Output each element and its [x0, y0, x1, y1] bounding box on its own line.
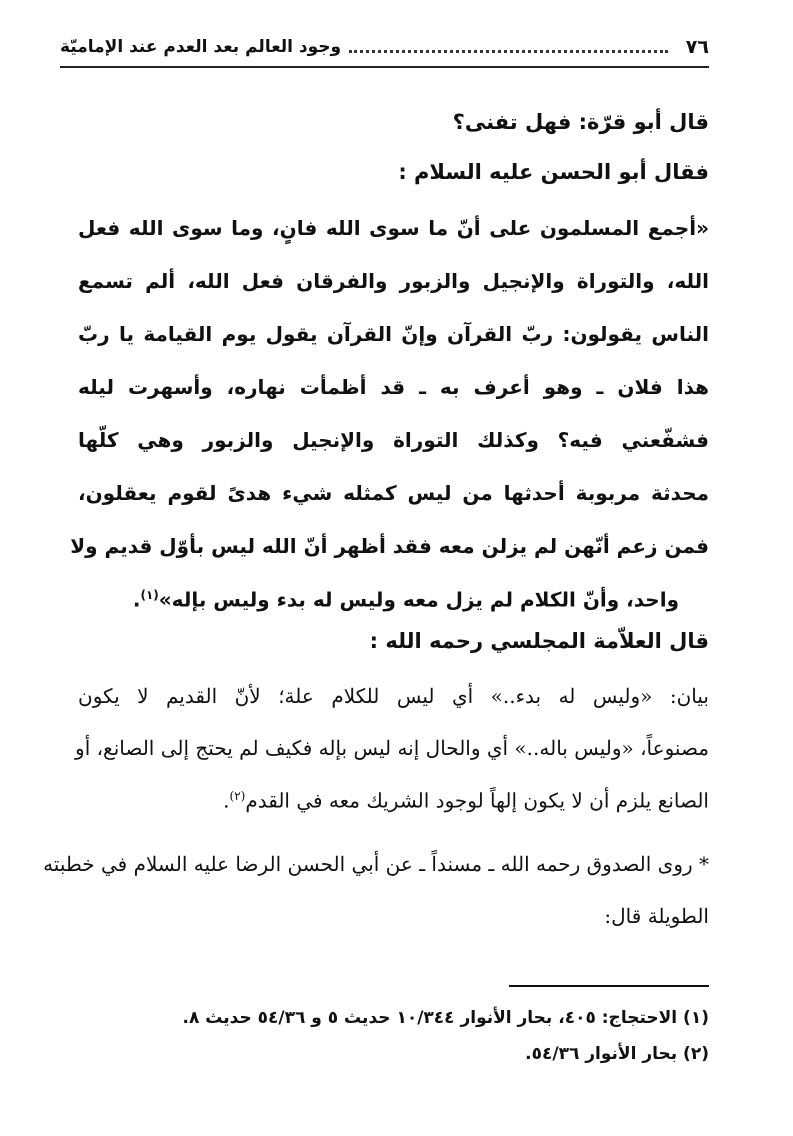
- quote-line-8-text: واحد، وأنّ الكلام لم يزل معه وليس له بدء وليس بإله»: [158, 587, 679, 612]
- quote-line-5: فشفّعني فيه؟ وكذلك التوراة والإنجيل والزبور وهي كلّها: [78, 428, 709, 452]
- bayan-line-3-text: الصانع يلزم أن لا يكون إلهاً لوجود الشريك معه في القدم: [245, 788, 709, 813]
- running-title: وجود العالم بعد العدم عند الإماميّة: [60, 37, 342, 57]
- quote-line-2: الله، والتوراة والإنجيل والزبور والفرقان فعل الله، ألم تسمع: [78, 269, 709, 293]
- quote-line-3: الناس يقولون: ربّ القرآن وإنّ القرآن يقول يوم القيامة يا ربّ: [78, 322, 709, 346]
- footnote-ref-1: (١): [140, 588, 159, 602]
- bayan-line-3-end: .: [223, 788, 230, 813]
- text-line-majlisi: قال العلاّمة المجلسي رحمه الله :: [369, 629, 709, 653]
- quote-line-4: هذا فلان ـ وهو أعرف به ـ قد أظمأت نهاره، وأسهرت ليله: [78, 375, 709, 399]
- narration-line-1: * روى الصدوق رحمه الله ـ مسنداً ـ عن أبي الحسن الرضا عليه السلام في خطبته: [43, 852, 709, 876]
- text-line-2: فقال أبو الحسن عليه السلام :: [398, 160, 709, 184]
- footnote-2: (٢) بحار الأنوار ٥٤/٣٦.: [525, 1044, 709, 1064]
- header-dot-leader: [349, 50, 668, 53]
- header-rule: [60, 66, 709, 68]
- footnote-1: (١) الاحتجاج: ٤٠٥، بحار الأنوار ١٠/٣٤٤ حديث ٥ و ٥٤/٣٦ حديث ٨.: [182, 1008, 709, 1028]
- quote-line-1: «أجمع المسلمون على أنّ ما سوى الله فانٍ، وما سوى الله فعل: [78, 216, 709, 240]
- quote-line-8: [78, 589, 709, 610]
- quote-line-6: محدثة مربوبة أحدثها من ليس كمثله شيء هدىً لقوم يعقلون،: [78, 481, 709, 505]
- bayan-line-1: بيان: «وليس له بدء..» أي ليس للكلام علة؛ لأنّ القديم لا يكون: [78, 684, 709, 708]
- footnote-rule: [509, 985, 709, 987]
- page-number: ٧٦: [685, 36, 709, 58]
- text-line-1: قال أبو قرّة: فهل تفنى؟: [452, 110, 709, 134]
- running-header: [60, 30, 709, 64]
- footnote-ref-2: (٢): [229, 789, 246, 803]
- quote-line-8-end: .: [132, 587, 141, 612]
- narration-line-2: الطويلة قال:: [604, 904, 709, 928]
- bayan-line-2: مصنوعاً، «وليس باله..» أي والحال إنه ليس بإله فكيف لم يحتج إلى الصانع، أو: [75, 736, 709, 760]
- quote-line-7: فمن زعم أنّهن لم يزلن معه فقد أظهر أنّ الله ليس بأوّل قديم ولا: [70, 534, 709, 558]
- bayan-line-3: [78, 790, 709, 811]
